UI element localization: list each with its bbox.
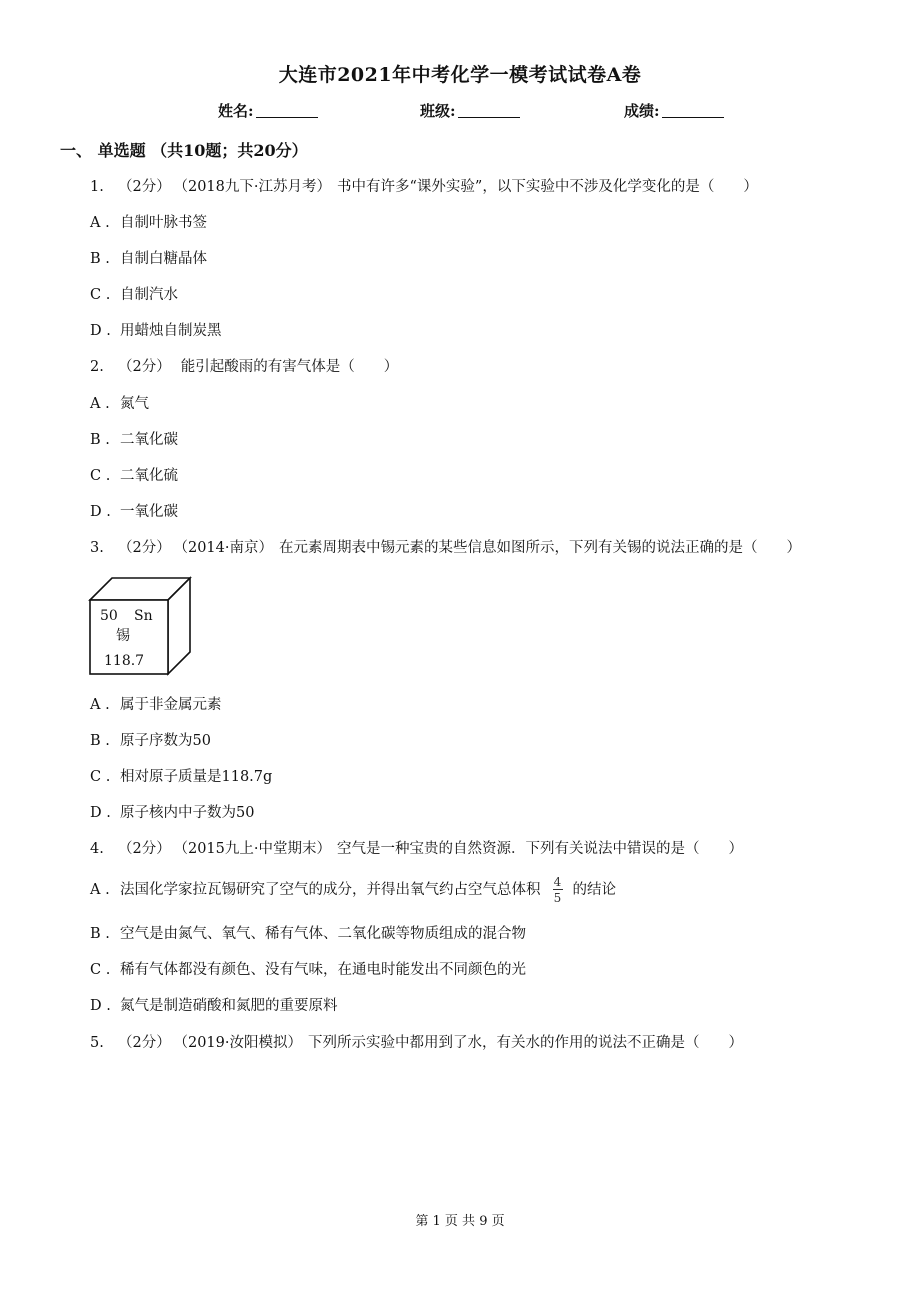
element-number: 50	[100, 608, 118, 624]
option-text: 属于非金属元素	[120, 697, 222, 713]
question-stem: 下列所示实验中都用到了水，有关水的作用的说法不正确是（ ）	[308, 1035, 743, 1051]
question-3	[90, 536, 801, 557]
option-text: 空气是由氮气、氧气、稀有气体、二氧化碳等物质组成的混合物	[120, 926, 526, 942]
option-letter: A .	[90, 882, 110, 898]
name-label: 姓名:	[218, 102, 254, 120]
question-2	[90, 355, 398, 376]
exam-title: 大连市2021年中考化学一模考试试卷A卷	[278, 64, 642, 86]
option-text: 用蜡烛自制炭黑	[120, 323, 222, 339]
fraction-four-fifths	[553, 876, 563, 904]
option-text: 相对原子质量是118.7g	[120, 769, 273, 785]
option-text: 稀有气体都没有颜色、没有气味，在通电时能发出不同颜色的光	[120, 962, 526, 978]
question-source: （2015九上·中堂期末）	[180, 841, 331, 857]
option-text: 一氧化碳	[120, 504, 178, 520]
option-letter: B .	[90, 251, 110, 267]
question-source: （2019·汝阳模拟）	[180, 1035, 302, 1051]
option-letter: B .	[90, 926, 110, 942]
option-letter: C .	[90, 962, 111, 978]
option-text: 氮气	[120, 396, 149, 412]
question-5	[90, 1031, 743, 1052]
option-text: 自制白糖晶体	[120, 251, 207, 267]
option-letter: B .	[90, 733, 110, 749]
option-4d	[90, 994, 338, 1015]
option-3c	[90, 765, 272, 786]
name-field	[218, 100, 318, 121]
name-blank	[256, 103, 318, 118]
question-points: （2分）	[118, 540, 171, 556]
question-source: （2018九下·江苏月考）	[180, 179, 331, 195]
question-4	[90, 837, 743, 858]
question-points: （2分）	[118, 1035, 171, 1051]
option-1c	[90, 283, 178, 304]
option-4a	[90, 876, 616, 904]
option-text: 原子核内中子数为50	[120, 805, 255, 821]
option-letter: A .	[90, 396, 110, 412]
question-number: 3.	[90, 540, 104, 556]
question-points: （2分）	[118, 841, 171, 857]
option-letter: C .	[90, 287, 111, 303]
option-1d	[90, 319, 222, 340]
option-3b	[90, 729, 211, 750]
option-3a	[90, 693, 222, 714]
option-letter: D .	[90, 805, 111, 821]
question-number: 1.	[90, 179, 104, 195]
option-text: 法国化学家拉瓦锡研究了空气的成分，并得出氧气约占空气总体积	[120, 882, 541, 898]
option-2c	[90, 464, 178, 485]
tin-element-card	[86, 574, 194, 676]
option-2d	[90, 500, 178, 521]
option-text: 原子序数为50	[120, 733, 211, 749]
option-4b	[90, 922, 526, 943]
question-1	[90, 175, 758, 196]
question-stem: 在元素周期表中锡元素的某些信息如图所示，下列有关锡的说法正确的是（ ）	[279, 540, 801, 556]
option-letter: D .	[90, 504, 111, 520]
class-blank	[458, 103, 520, 118]
option-3d	[90, 801, 254, 822]
element-name: 锡	[116, 628, 130, 644]
question-stem: 能引起酸雨的有害气体是（ ）	[180, 359, 399, 375]
question-number: 4.	[90, 841, 104, 857]
option-1b	[90, 247, 207, 268]
option-letter: A .	[90, 697, 110, 713]
question-number: 5.	[90, 1035, 104, 1051]
option-letter: A .	[90, 215, 110, 231]
question-source: （2014·南京）	[180, 540, 273, 556]
fraction-numerator: 4	[553, 875, 562, 889]
question-stem: 空气是一种宝贵的自然资源．下列有关说法中错误的是（ ）	[337, 841, 743, 857]
score-field	[624, 100, 724, 121]
option-text: 氮气是制造硝酸和氮肥的重要原料	[120, 998, 338, 1014]
score-label: 成绩:	[624, 102, 660, 120]
element-symbol: Sn	[134, 608, 153, 624]
option-letter: C .	[90, 468, 111, 484]
option-text-after: 的结论	[572, 882, 616, 898]
class-label: 班级:	[420, 102, 456, 120]
question-number: 2.	[90, 359, 104, 375]
option-letter: D .	[90, 323, 111, 339]
fraction-denominator: 5	[553, 891, 562, 905]
option-text: 自制叶脉书签	[120, 215, 207, 231]
option-4c	[90, 958, 526, 979]
option-letter: D .	[90, 998, 111, 1014]
option-1a	[90, 211, 207, 232]
option-text: 二氧化硫	[120, 468, 178, 484]
option-text: 自制汽水	[120, 287, 178, 303]
option-letter: B .	[90, 432, 110, 448]
option-2a	[90, 392, 149, 413]
option-letter: C .	[90, 769, 111, 785]
section-heading: 一、 单选题 （共10题；共20分）	[60, 141, 308, 160]
page-footer: 第 1 页 共 9 页	[415, 1214, 505, 1229]
question-stem: 书中有许多“课外实验”，以下实验中不涉及化学变化的是（ ）	[337, 179, 758, 195]
question-points: （2分）	[118, 179, 171, 195]
score-blank	[662, 103, 724, 118]
class-field	[420, 100, 520, 121]
option-text: 二氧化碳	[120, 432, 178, 448]
element-mass: 118.7	[104, 653, 145, 669]
question-points: （2分）	[118, 359, 171, 375]
option-2b	[90, 428, 178, 449]
